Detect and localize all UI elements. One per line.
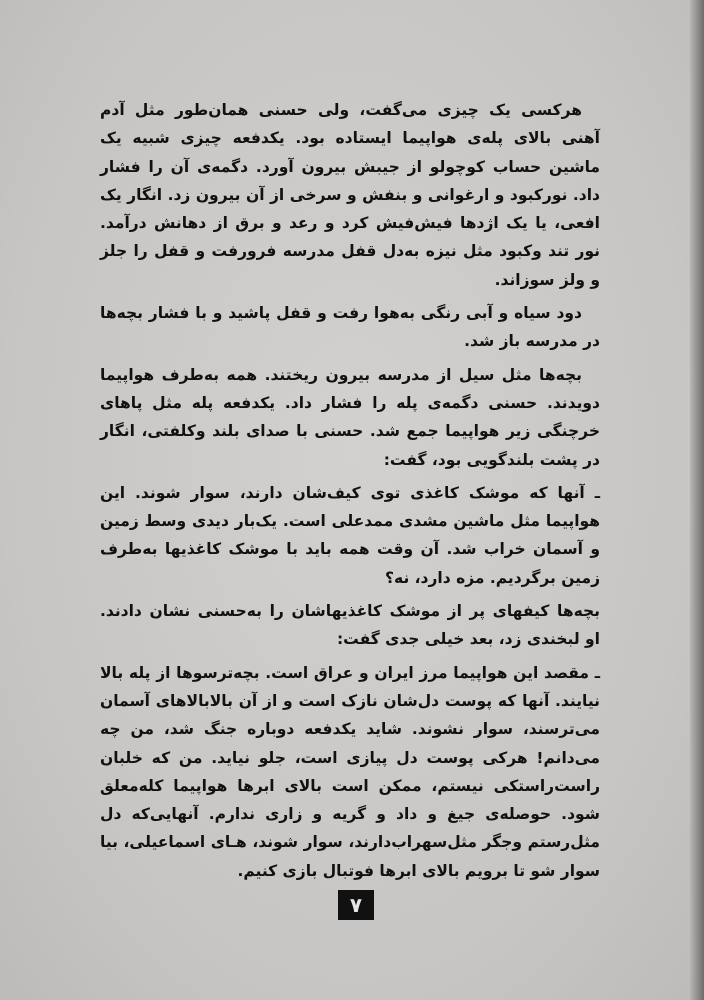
paragraph-6: ـ مقصد این هواپیما مرز ایران و عراق است. بچه‌ترسوها از پله بالا نیایند. آنها که پوست دل‌شان نازک است و از آن بالابالاهای آسمان می‌ترسند، سوار نشوند. شاید یکدفعه دوباره جنگ شد، من چه می‌دانم! هرکی پوست دل پیازی است، جلو نیاید. من که خلبان راست‌راستکی نیستم، ممکن است بالای ابرها هواپیما کله‌معلق شود. حوصله‌ی جیغ و داد و گریه و زاری ندارم. آنهایی‌که دل مثل‌رستم وجگر مثل‌سهراب‌دارند، سوار شوند، هـای اسماعیلی، بیا سوار شو تا برویم بالای ابرها فوتبال بازی کنیم. <box>100 663 600 880</box>
paragraph-4: ـ آنها که موشک کاغذی توی کیف‌شان دارند، سوار شوند. این هواپیما مثل ماشین مشدی ممدعلی است. یک‌بار دیدی وسط زمین و آسمان خراب شد. آن وقت همه باید با موشک کاغذیها به‌طرف زمین برگردیم. مزه دارد، نه؟ <box>100 483 600 587</box>
page-number: ۷ <box>338 890 374 920</box>
page-edge-shadow <box>690 0 704 1000</box>
paragraph-1: هرکسی یک چیزی می‌گفت، ولی حسنی همان‌طور مثل آدم آهنی بالای پله‌ی هواپیما ایستاده بود. یکدفعه چیزی شبیه یک ماشین حساب کوچولو از جیبش بیرون آورد. دگمه‌ی آن را فشار داد. نورکبود و ارغوانی و بنفش و سرخی از آن بیرون زد. انگار یک افعی، یا یک اژدها فیش‌فیش کرد و رعد و برق از دهانش درآمد. نور تند وکبود مثل نیزه به‌دل قفل مدرسه فرورفت و قفل را جلز و ولز سوزاند. <box>100 101 600 289</box>
paragraph-5: بچه‌ها کیفهای پر از موشک کاغذیهاشان را به‌حسنی نشان دادند. او لبخندی زد، بعد خیلی جدی گفت: <box>100 602 600 649</box>
paragraph-2: دود سیاه و آبی رنگی به‌هوا رفت و قفل پاشید و با فشار بچه‌ها در مدرسه باز شد. <box>100 304 600 351</box>
story-text <box>100 96 600 890</box>
paragraph-3: بچه‌ها مثل سیل از مدرسه بیرون ریختند. همه به‌طرف هواپیما دویدند. حسنی دگمه‌ی پله را فشار داد. یکدفعه پله مثل پاهای خرچنگی زیر هواپیما جمع شد. حسنی با صدای بلند وکلفتی، انگار در پشت بلندگویی بود، گفت: <box>100 365 600 469</box>
